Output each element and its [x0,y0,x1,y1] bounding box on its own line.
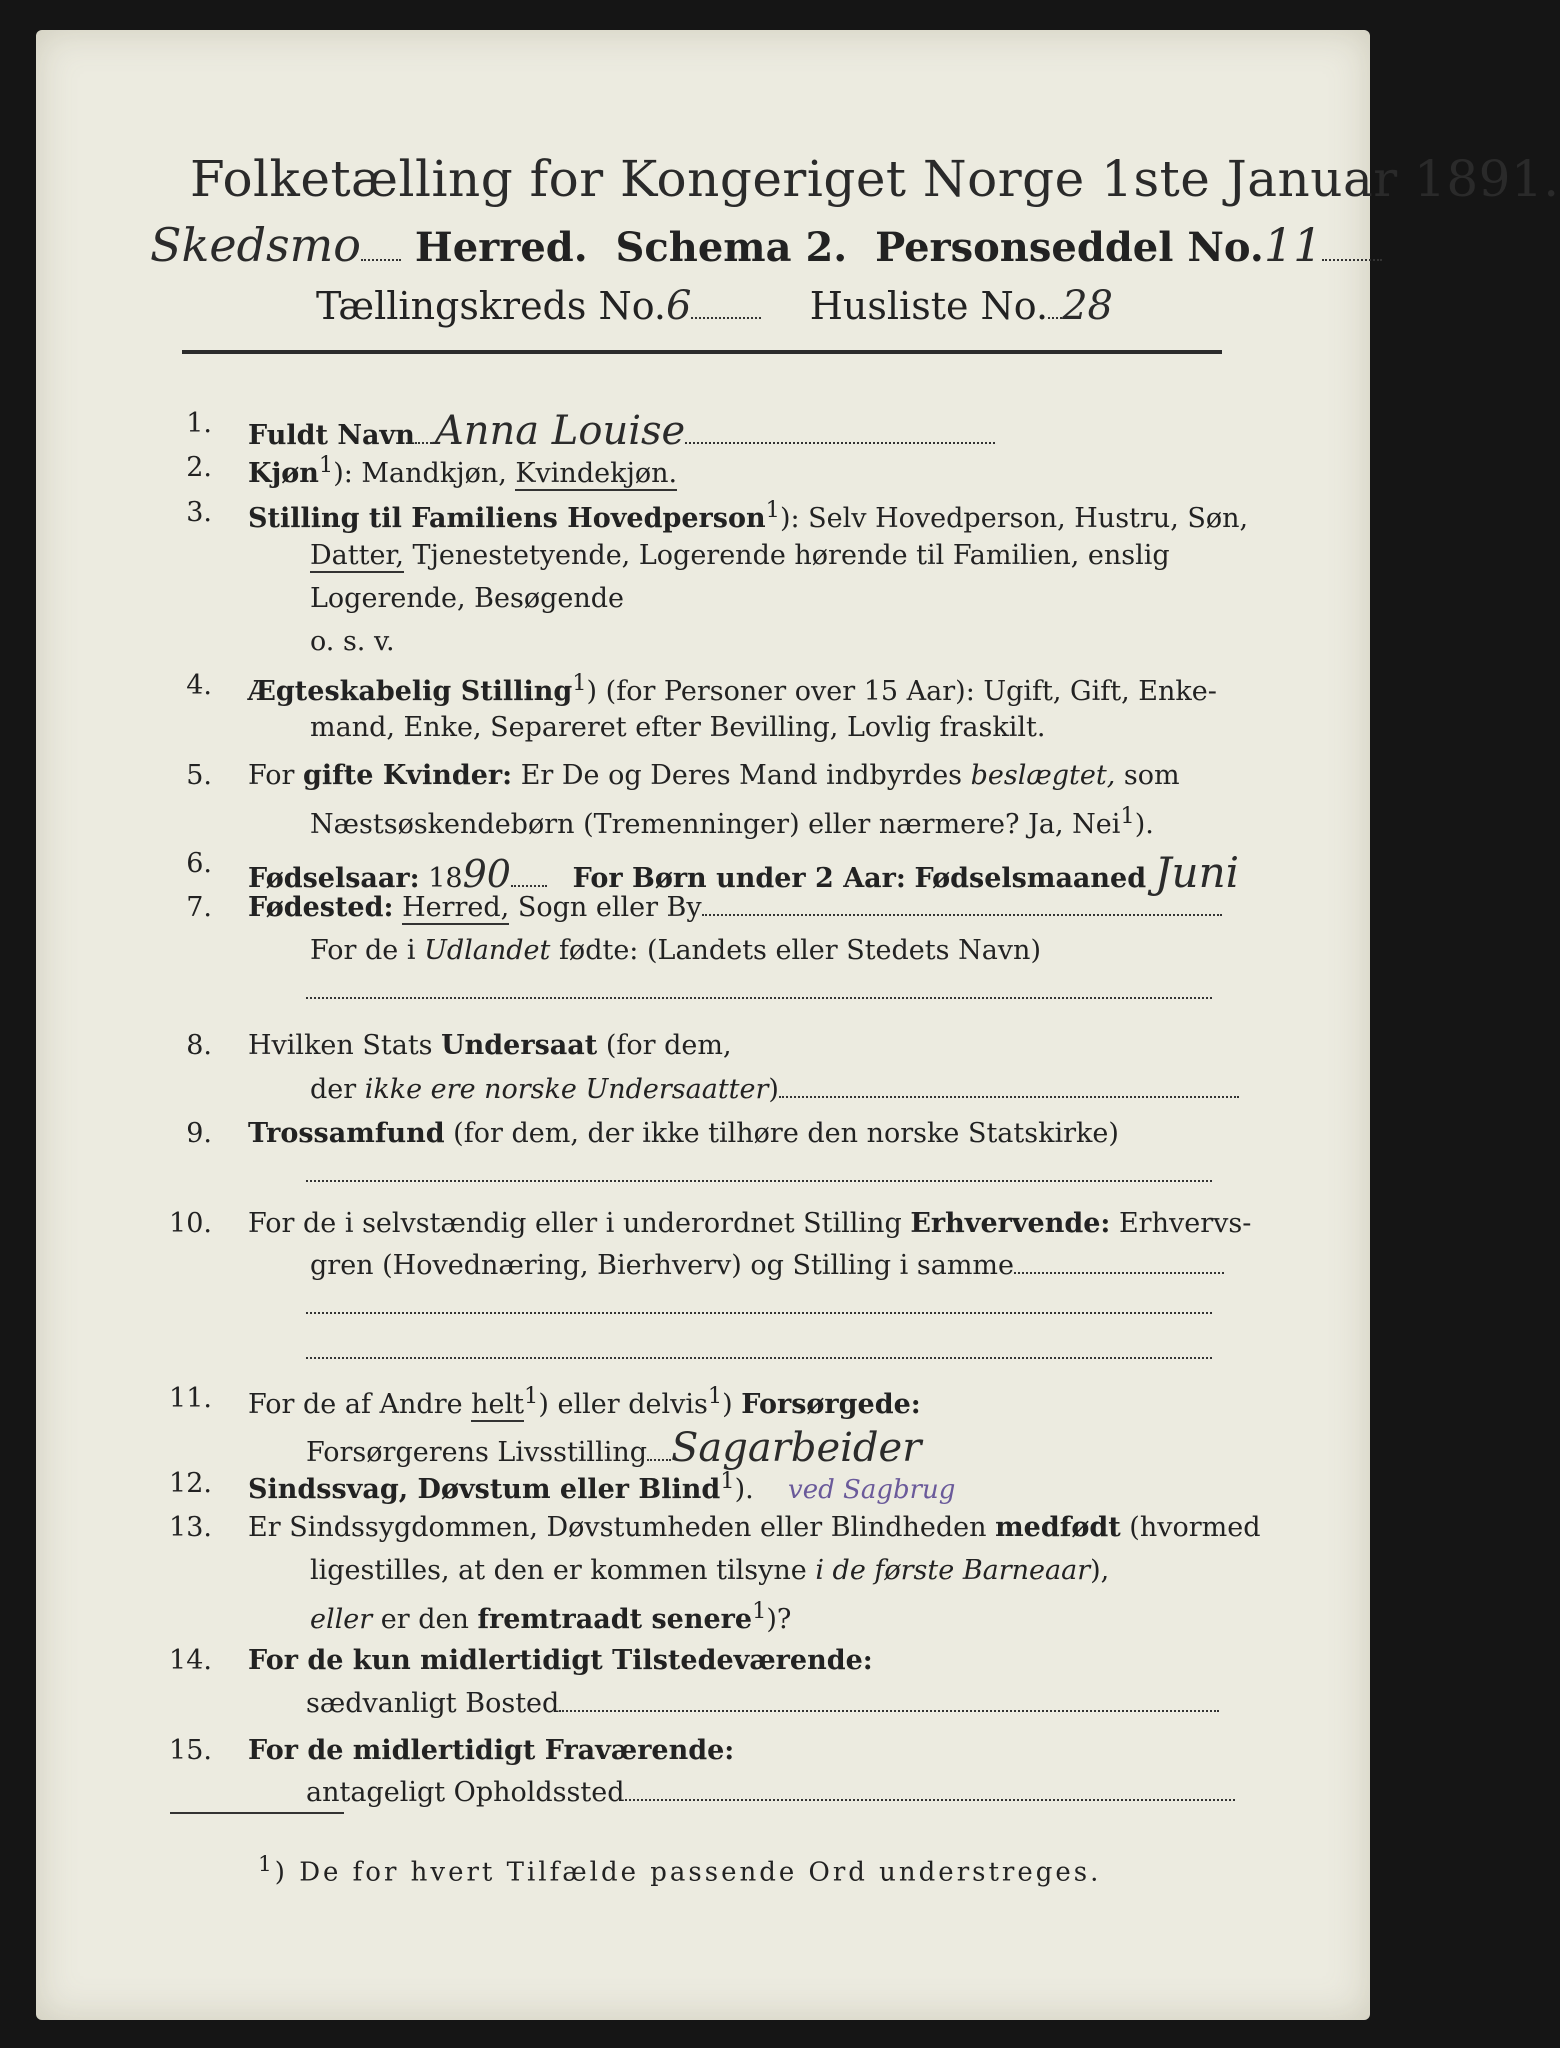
birth-month-intro: For Børn under 2 Aar: [572,863,906,894]
footnote-mark: 1 [524,1383,539,1409]
item-temporary-present [248,1645,873,1676]
congenital-line2: ligestilles, at den er kommen tilsyne [310,1555,816,1586]
footnote-mark: 1 [318,452,334,478]
item-birthplace [248,892,1222,923]
occupation-line2: gren (Hovednæring, Bierhverv) og Stilling i samme [310,1250,1015,1281]
footnote-text: ) De for hvert Tilfælde passende Ord understreges. [274,1857,1102,1888]
item-usual-residence [306,1688,1219,1719]
supporter-occupation-label: Forsørgerens Livsstilling [306,1437,648,1468]
item-temporary-absent [248,1735,734,1766]
birth-month-handwritten: Juni [1154,848,1240,897]
full-name-label: Fuldt Navn [248,420,415,451]
citizenship-prefix: Hvilken Stats [248,1030,442,1061]
item-family-position-line2 [310,540,1170,571]
occupation-label: Erhvervende: [910,1208,1111,1239]
footnote-rule [170,1812,344,1814]
religion-text: (for dem, der ikke tilhøre den norske Statskirke) [444,1118,1119,1149]
footnote-mark: 1 [752,1598,767,1624]
item-family-position [248,497,1248,534]
congenital-label-2: fremtraadt senere [477,1604,753,1635]
birthplace-label: Fødested: [248,892,394,923]
item-number: 3. [186,497,212,528]
footnote-mark: 1 [258,1852,275,1877]
footnote-mark: 1 [572,670,587,696]
family-position-options-3: Logerende, Besøgende [310,583,624,614]
item-married-women-line2 [310,803,1154,840]
item-congenital-line3 [310,1598,791,1635]
item-sex [248,452,677,489]
congenital-end: )? [766,1604,792,1635]
sex-label: Kjøn [248,458,319,489]
full-name-handwritten: Anna Louise [434,408,686,454]
supported-label: Forsørgede: [741,1389,921,1420]
header-line-kreds [316,283,1113,329]
header-line-herred [150,218,1382,272]
birthplace-blank-line [306,975,1212,1006]
temporary-absent-label: For de midlertidigt Fraværende: [248,1735,735,1766]
occupation-blank-line-2 [306,1335,1212,1366]
occupation-prefix: For de i selvstændig eller i underordnet Stilling [248,1208,911,1239]
sex-options: ): Mandkjøn, [333,458,516,489]
schema-label: Schema 2. [615,224,848,271]
item-birth-year [248,848,1239,897]
family-position-label: Stilling til Familiens Hovedperson [248,503,766,534]
item-number: 2. [186,452,212,483]
occupation-text: Erhvervs- [1110,1208,1252,1239]
footnote [258,1852,1101,1888]
herred-handwritten: Skedsmo [150,218,361,272]
personseddel-label: Personseddel No. [875,224,1264,271]
item-number: 12. [169,1468,212,1499]
item-number: 14. [169,1645,212,1676]
birthplace-selected-option: Herred, [402,892,510,923]
item-number: 15. [169,1735,212,1766]
husliste-handwritten: 28 [1062,283,1113,329]
family-position-options-1: ): Selv Hovedperson, Hustru, Søn, [779,503,1249,534]
family-position-options-4: o. s. v. [310,626,395,657]
item-congenital [248,1512,1261,1543]
congenital-italic-2: eller [310,1604,373,1635]
disability-handwritten-note: ved Sagbrug [788,1475,956,1505]
married-women-end: ). [1134,809,1154,840]
item-religion [248,1118,1119,1149]
footnote-mark: 1 [707,1383,723,1409]
item-married-women [248,760,1180,791]
item-disability [248,1468,955,1505]
birth-year-prefix: 18 [419,863,463,894]
marital-status-options-2: mand, Enke, Separeret efter Bevilling, Lovlig fraskilt. [310,712,1046,743]
item-number: 9. [186,1118,212,1149]
occupation-blank-line-1 [306,1290,1212,1321]
item-number: 4. [186,670,212,701]
birthplace-abroad-text: fødte: (Landets eller Stedets Navn) [550,935,1041,966]
probable-residence-label: antageligt Opholdssted [306,1777,625,1808]
supporter-occupation-handwritten: Sagarbeider [671,1425,922,1471]
item-number: 1. [186,408,212,439]
supported-selected-option: helt [471,1389,525,1420]
congenital-line3: er den [372,1604,478,1635]
item-number: 11. [169,1383,212,1414]
footnote-mark: 1 [720,1468,735,1494]
religion-label: Trossamfund [248,1118,445,1149]
item-number: 6. [186,848,212,879]
citizenship-line2-prefix: der [310,1074,365,1105]
usual-residence-label: sædvanligt Bosted [306,1688,560,1719]
citizenship-label: Undersaat [441,1030,598,1061]
congenital-text: (hvormed [1120,1512,1261,1543]
birthplace-options: Sogn eller By [509,892,702,923]
family-position-selected-option: Datter, [310,540,404,571]
item-number: 5. [186,760,212,791]
disability-label: Sindssvag, Døvstum eller Blind [248,1474,721,1505]
married-women-question-1b: som [1115,760,1180,791]
married-women-question-1: Er De og Deres Mand indbyrdes [512,760,971,791]
kreds-handwritten: 6 [666,283,692,329]
item-supporter-occupation [306,1425,921,1471]
item-number: 7. [186,892,212,923]
footnote-mark: 1 [765,497,780,523]
married-women-label: gifte Kvinder: [303,760,513,791]
husliste-label: Husliste No. [809,284,1049,328]
item-number: 8. [186,1030,212,1061]
marital-status-label: Ægteskabelig Stilling [248,676,573,707]
birth-year-handwritten: 90 [462,852,511,896]
supported-prefix: For de af Andre [248,1389,472,1420]
herred-label: Herred. [414,224,588,271]
citizenship-italic: ikke ere norske Undersaatter [364,1074,769,1105]
birthplace-abroad-prefix: For de i [310,935,425,966]
birth-year-label: Fødselsaar: [248,863,420,894]
item-citizenship [248,1030,732,1061]
item-congenital-line2 [310,1555,1109,1586]
congenital-italic: i de første Barneaar [815,1555,1091,1586]
family-position-options-2: Tjenestetyende, Logerende hørende til Familien, enslig [403,540,1170,571]
item-occupation [248,1208,1251,1239]
item-occupation-line2 [310,1250,1224,1281]
item-number: 10. [169,1208,212,1239]
item-supported [248,1383,921,1420]
congenital-prefix: Er Sindssygdommen, Døvstumheden eller Blindheden [248,1512,996,1543]
married-women-italic: beslægtet, [970,760,1116,791]
married-women-prefix: For [248,760,304,791]
citizenship-end: ) [768,1074,779,1105]
item-full-name [248,408,995,454]
item-birthplace-abroad [310,935,1041,966]
kreds-label: Tællingskreds No. [316,284,666,328]
header-rule [182,350,1222,354]
temporary-present-label: For de kun midlertidigt Tilstedeværende: [248,1645,873,1676]
congenital-label: medfødt [995,1512,1121,1543]
supported-text: ) eller delvis [538,1389,708,1420]
religion-blank-line [306,1158,1212,1189]
sex-selected-option: Kvindekjøn. [515,458,678,489]
form-title: Folketælling for Kongeriget Norge 1ste Januar 1891. [190,150,1560,208]
congenital-line2-end: ), [1090,1555,1110,1586]
item-citizenship-line2 [310,1074,1239,1105]
item-probable-residence [306,1777,1235,1808]
marital-status-options-1: ) (for Personer over 15 Aar): Ugift, Gift, Enke- [586,676,1217,707]
item-number: 13. [169,1512,212,1543]
birth-month-label: Fødselsmaaned [914,863,1147,894]
birthplace-abroad-italic: Udlandet [424,935,551,966]
personseddel-handwritten: 11 [1263,218,1323,272]
citizenship-text: (for dem, [597,1030,732,1061]
supported-text-2: ) [722,1389,742,1420]
item-marital-status [248,670,1217,707]
married-women-question-2: Næstsøskendebørn (Tremenninger) eller nærmere? Ja, Nei [310,809,1121,840]
disability-end: ). [734,1474,754,1505]
footnote-mark: 1 [1120,803,1135,829]
